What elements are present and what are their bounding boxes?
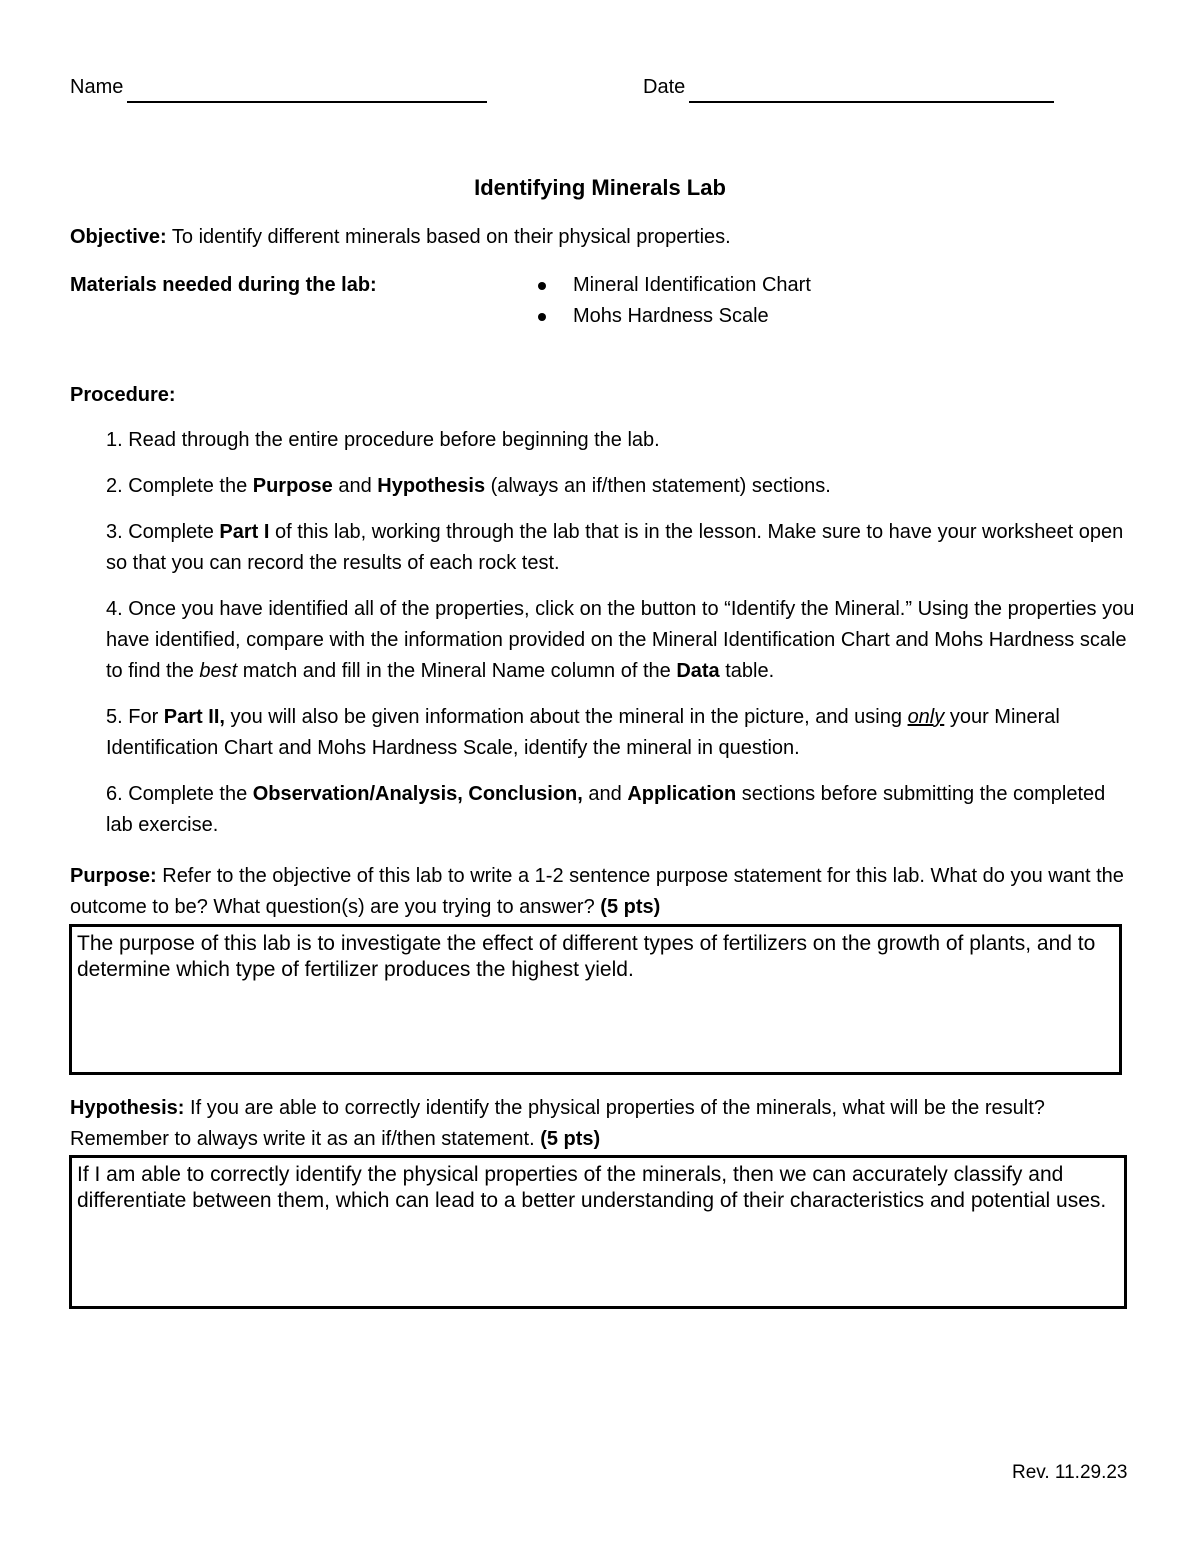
date-label: Date [643, 76, 686, 98]
step-emphasis: Observation/Analysis, Conclusion, [252, 783, 583, 805]
step-emphasis: Data [676, 660, 720, 682]
step-text: 3. Complete [106, 521, 220, 543]
step-emphasis: Hypothesis [377, 475, 486, 497]
step-text: 6. Complete the [106, 783, 253, 805]
name-field[interactable] [127, 79, 487, 103]
step-text: 4. Once you have identified all of the properties, click on the button to “Identify the Mineral.” Using the properties you have identified, compare with the information provided on the Mineral Identification Chart and Mohs Hardness scale to find the [106, 598, 1135, 682]
step-emphasis: Application [627, 783, 737, 805]
step-text: sections before submitting the completed lab exercise. [106, 783, 1106, 836]
step-emphasis: Part I [219, 521, 270, 543]
step-text: match and fill in the Mineral Name column of the [237, 660, 677, 682]
hypothesis-label: Hypothesis: [70, 1097, 185, 1119]
step-text: you will also be given information about the mineral in the picture, and using [224, 706, 908, 728]
materials-item-label: Mohs Hardness Scale [573, 305, 769, 327]
header-row [70, 72, 1070, 102]
hypothesis-question-text: If you are able to correctly identify the physical properties of the minerals, what will be the result? Remember to always write it as an if/then statement. [70, 1097, 1045, 1150]
list-item [536, 301, 811, 332]
procedure-steps [106, 425, 1136, 856]
step-text: 1. Read through the entire procedure before beginning the lab. [106, 429, 660, 451]
list-item [536, 270, 811, 301]
bullet-icon [538, 282, 546, 290]
date-field-group [643, 72, 1054, 103]
materials-item-label: Mineral Identification Chart [573, 274, 811, 296]
objective-text: To identify different minerals based on their physical properties. [166, 226, 731, 248]
step-italic: best [199, 660, 238, 682]
procedure-step-3 [106, 517, 1136, 579]
revision-label: Rev. 11.29.23 [1012, 1462, 1128, 1483]
page-title: Identifying Minerals Lab [474, 175, 726, 200]
step-emphasis: Part II, [163, 706, 225, 728]
purpose-points: (5 pts) [600, 896, 661, 918]
step-text: of this lab, working through the lab that is in the lesson. Make sure to have your worksheet open so that you can record the results of each rock test. [106, 521, 1124, 574]
objective-label: Objective: [70, 226, 167, 248]
purpose-question-text: Refer to the objective of this lab to write a 1-2 sentence purpose statement for this lab. What do you want the outcome to be? What question(s) are you trying to answer? [70, 865, 1124, 918]
bullet-icon [538, 313, 546, 321]
step-text: (always an if/then statement) sections. [485, 475, 831, 497]
materials-label: Materials needed during the lab: [70, 274, 377, 296]
purpose-label: Purpose: [70, 865, 157, 887]
step-emphasis: Purpose [252, 475, 333, 497]
step-text: your Mineral Identification Chart and Mohs Hardness Scale, identify the mineral in question. [106, 706, 1060, 759]
date-field[interactable] [689, 79, 1054, 103]
hypothesis-answer-box[interactable]: If I am able to correctly identify the physical properties of the minerals, then we can accurately classify and differentiate between them, which can lead to a better understanding of their characteristics and potential uses. [69, 1155, 1127, 1309]
materials-list [536, 270, 811, 332]
purpose-question [70, 861, 1140, 923]
name-field-group [70, 72, 487, 103]
step-text: 2. Complete the [106, 475, 253, 497]
objective-paragraph [70, 222, 731, 253]
procedure-step-6 [106, 779, 1136, 841]
step-text: and [332, 475, 378, 497]
procedure-step-1 [106, 425, 1136, 456]
hypothesis-points: (5 pts) [540, 1128, 601, 1150]
name-label: Name [70, 76, 124, 98]
step-italic-underline: only [907, 706, 945, 728]
procedure-step-5 [106, 702, 1136, 764]
hypothesis-question [70, 1093, 1140, 1155]
procedure-heading: Procedure: [70, 384, 176, 406]
step-text: and [582, 783, 628, 805]
purpose-answer-box[interactable]: The purpose of this lab is to investigate the effect of different types of fertilizers on the growth of plants, and to determine which type of fertilizer produces the highest yield. [69, 924, 1122, 1075]
step-text: table. [719, 660, 775, 682]
procedure-step-4 [106, 594, 1136, 687]
procedure-step-2 [106, 471, 1136, 502]
step-text: 5. For [106, 706, 164, 728]
